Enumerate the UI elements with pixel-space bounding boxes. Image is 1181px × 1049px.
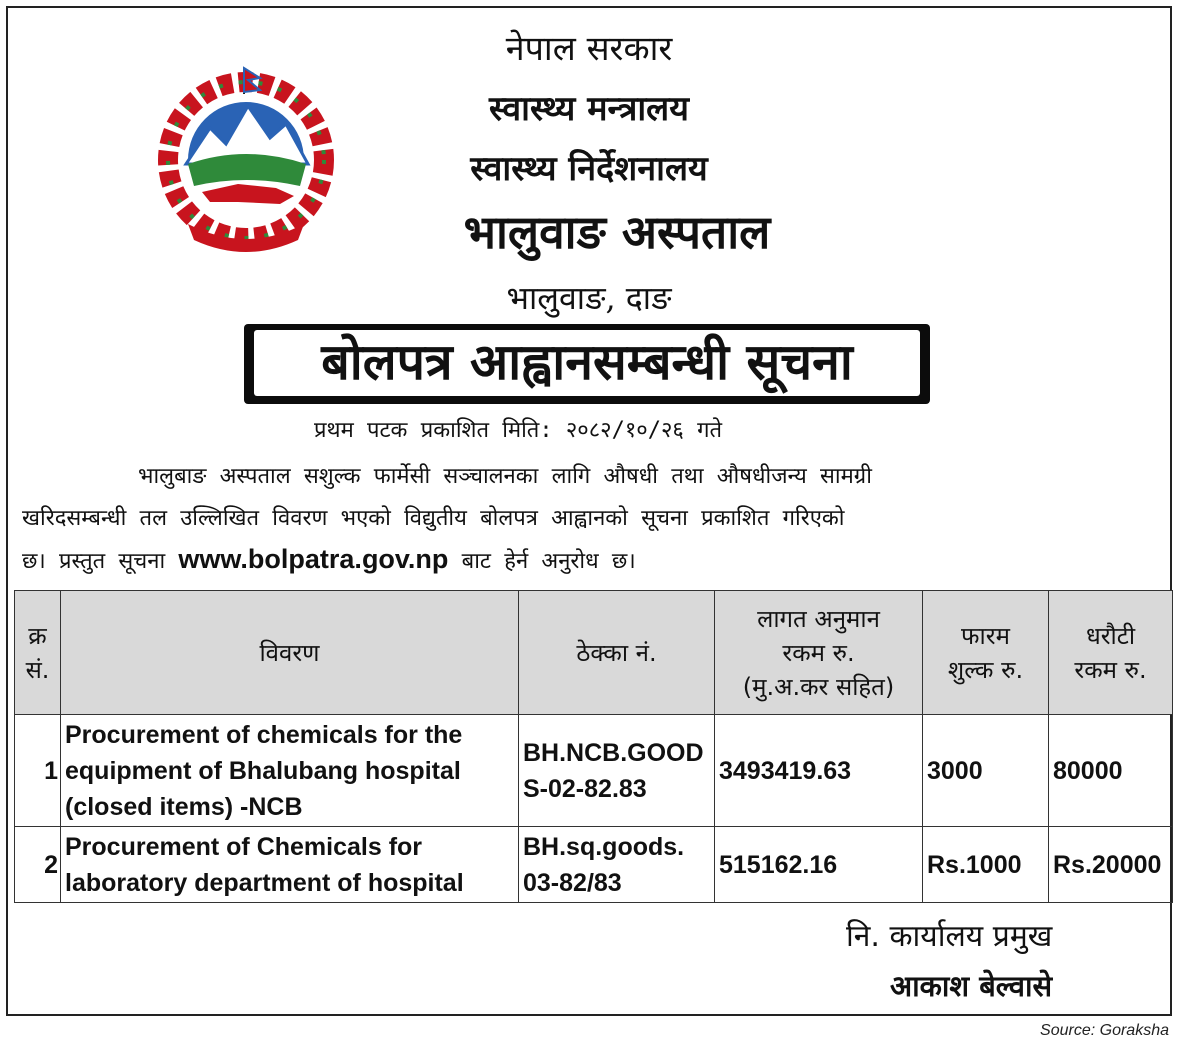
body-line-2: खरिदसम्बन्धी तल उल्लिखित विवरण भएको विद्युतीय बोलपत्र आह्वानको सूचना प्रकाशित गरिएको [22, 506, 845, 531]
signatory-name: आकाश बेल्वासे [890, 969, 1053, 1003]
row-form-fee: 3000 [923, 715, 1049, 827]
bolpatra-website-link[interactable]: www.bolpatra.gov.np [178, 544, 449, 574]
row-cost-estimate: 3493419.63 [715, 715, 923, 827]
row-serial-number: 1 [15, 715, 61, 827]
row-contract-number: BH.NCB.GOODS-02-82.83 [519, 715, 715, 827]
hospital-name: भालुवाङ अस्पताल [463, 205, 771, 259]
body-line-3 [22, 544, 636, 575]
row-serial-number: 2 [15, 827, 61, 903]
department-name: स्वास्थ्य निर्देशनालय [470, 149, 708, 189]
signatory-title: नि. कार्यालय प्रमुख [846, 919, 1053, 954]
row-deposit: 80000 [1049, 715, 1173, 827]
header-serial-number: क्र सं. [15, 591, 61, 715]
tender-table [14, 590, 1173, 903]
row-contract-number: BH.sq.goods. 03-82/83 [519, 827, 715, 903]
row-deposit: Rs.20000 [1049, 827, 1173, 903]
table-header-row [15, 591, 1173, 715]
header-deposit: धरौटी रकम रु. [1049, 591, 1173, 715]
row-cost-estimate: 515162.16 [715, 827, 923, 903]
publication-date-label: प्रथम पटक प्रकाशित मिति: [314, 418, 553, 443]
header-cost-estimate: लागत अनुमान रकम रु. (मु.अ.कर सहित) [715, 591, 923, 715]
hospital-address: भालुवाङ, दाङ [506, 279, 672, 317]
table-row [15, 827, 1173, 903]
notice-title: बोलपत्र आह्वानसम्बन्धी सूचना [254, 330, 920, 396]
body-line-3-start: छ। प्रस्तुत सूचना [22, 549, 166, 574]
body-line-3-end: बाट हेर्न अनुरोध छ। [461, 549, 636, 574]
government-name: नेपाल सरकार [505, 29, 673, 69]
header-form-fee: फारम शुल्क रु. [923, 591, 1049, 715]
publication-date [314, 414, 722, 444]
row-description: Procurement of chemicals for the equipment of Bhalubang hospital (closed items) -NCB [61, 715, 519, 827]
body-line-1: भालुबाङ अस्पताल सशुल्क फार्मेसी सञ्चालनका लागि औषधी तथा औषधीजन्य सामग्री [138, 464, 872, 489]
row-form-fee: Rs.1000 [923, 827, 1049, 903]
table-row [15, 715, 1173, 827]
ministry-name: स्वास्थ्य मन्त्रालय [489, 89, 689, 129]
notice-title-banner [244, 324, 930, 404]
row-description: Procurement of Chemicals for laboratory department of hospital [61, 827, 519, 903]
header-contract-number: ठेक्का नं. [519, 591, 715, 715]
header-description: विवरण [61, 591, 519, 715]
source-credit: Source: Goraksha [1040, 1022, 1169, 1039]
tender-notice [6, 6, 1172, 1016]
publication-date-value: २०८२/१०/२६ गते [565, 418, 723, 443]
